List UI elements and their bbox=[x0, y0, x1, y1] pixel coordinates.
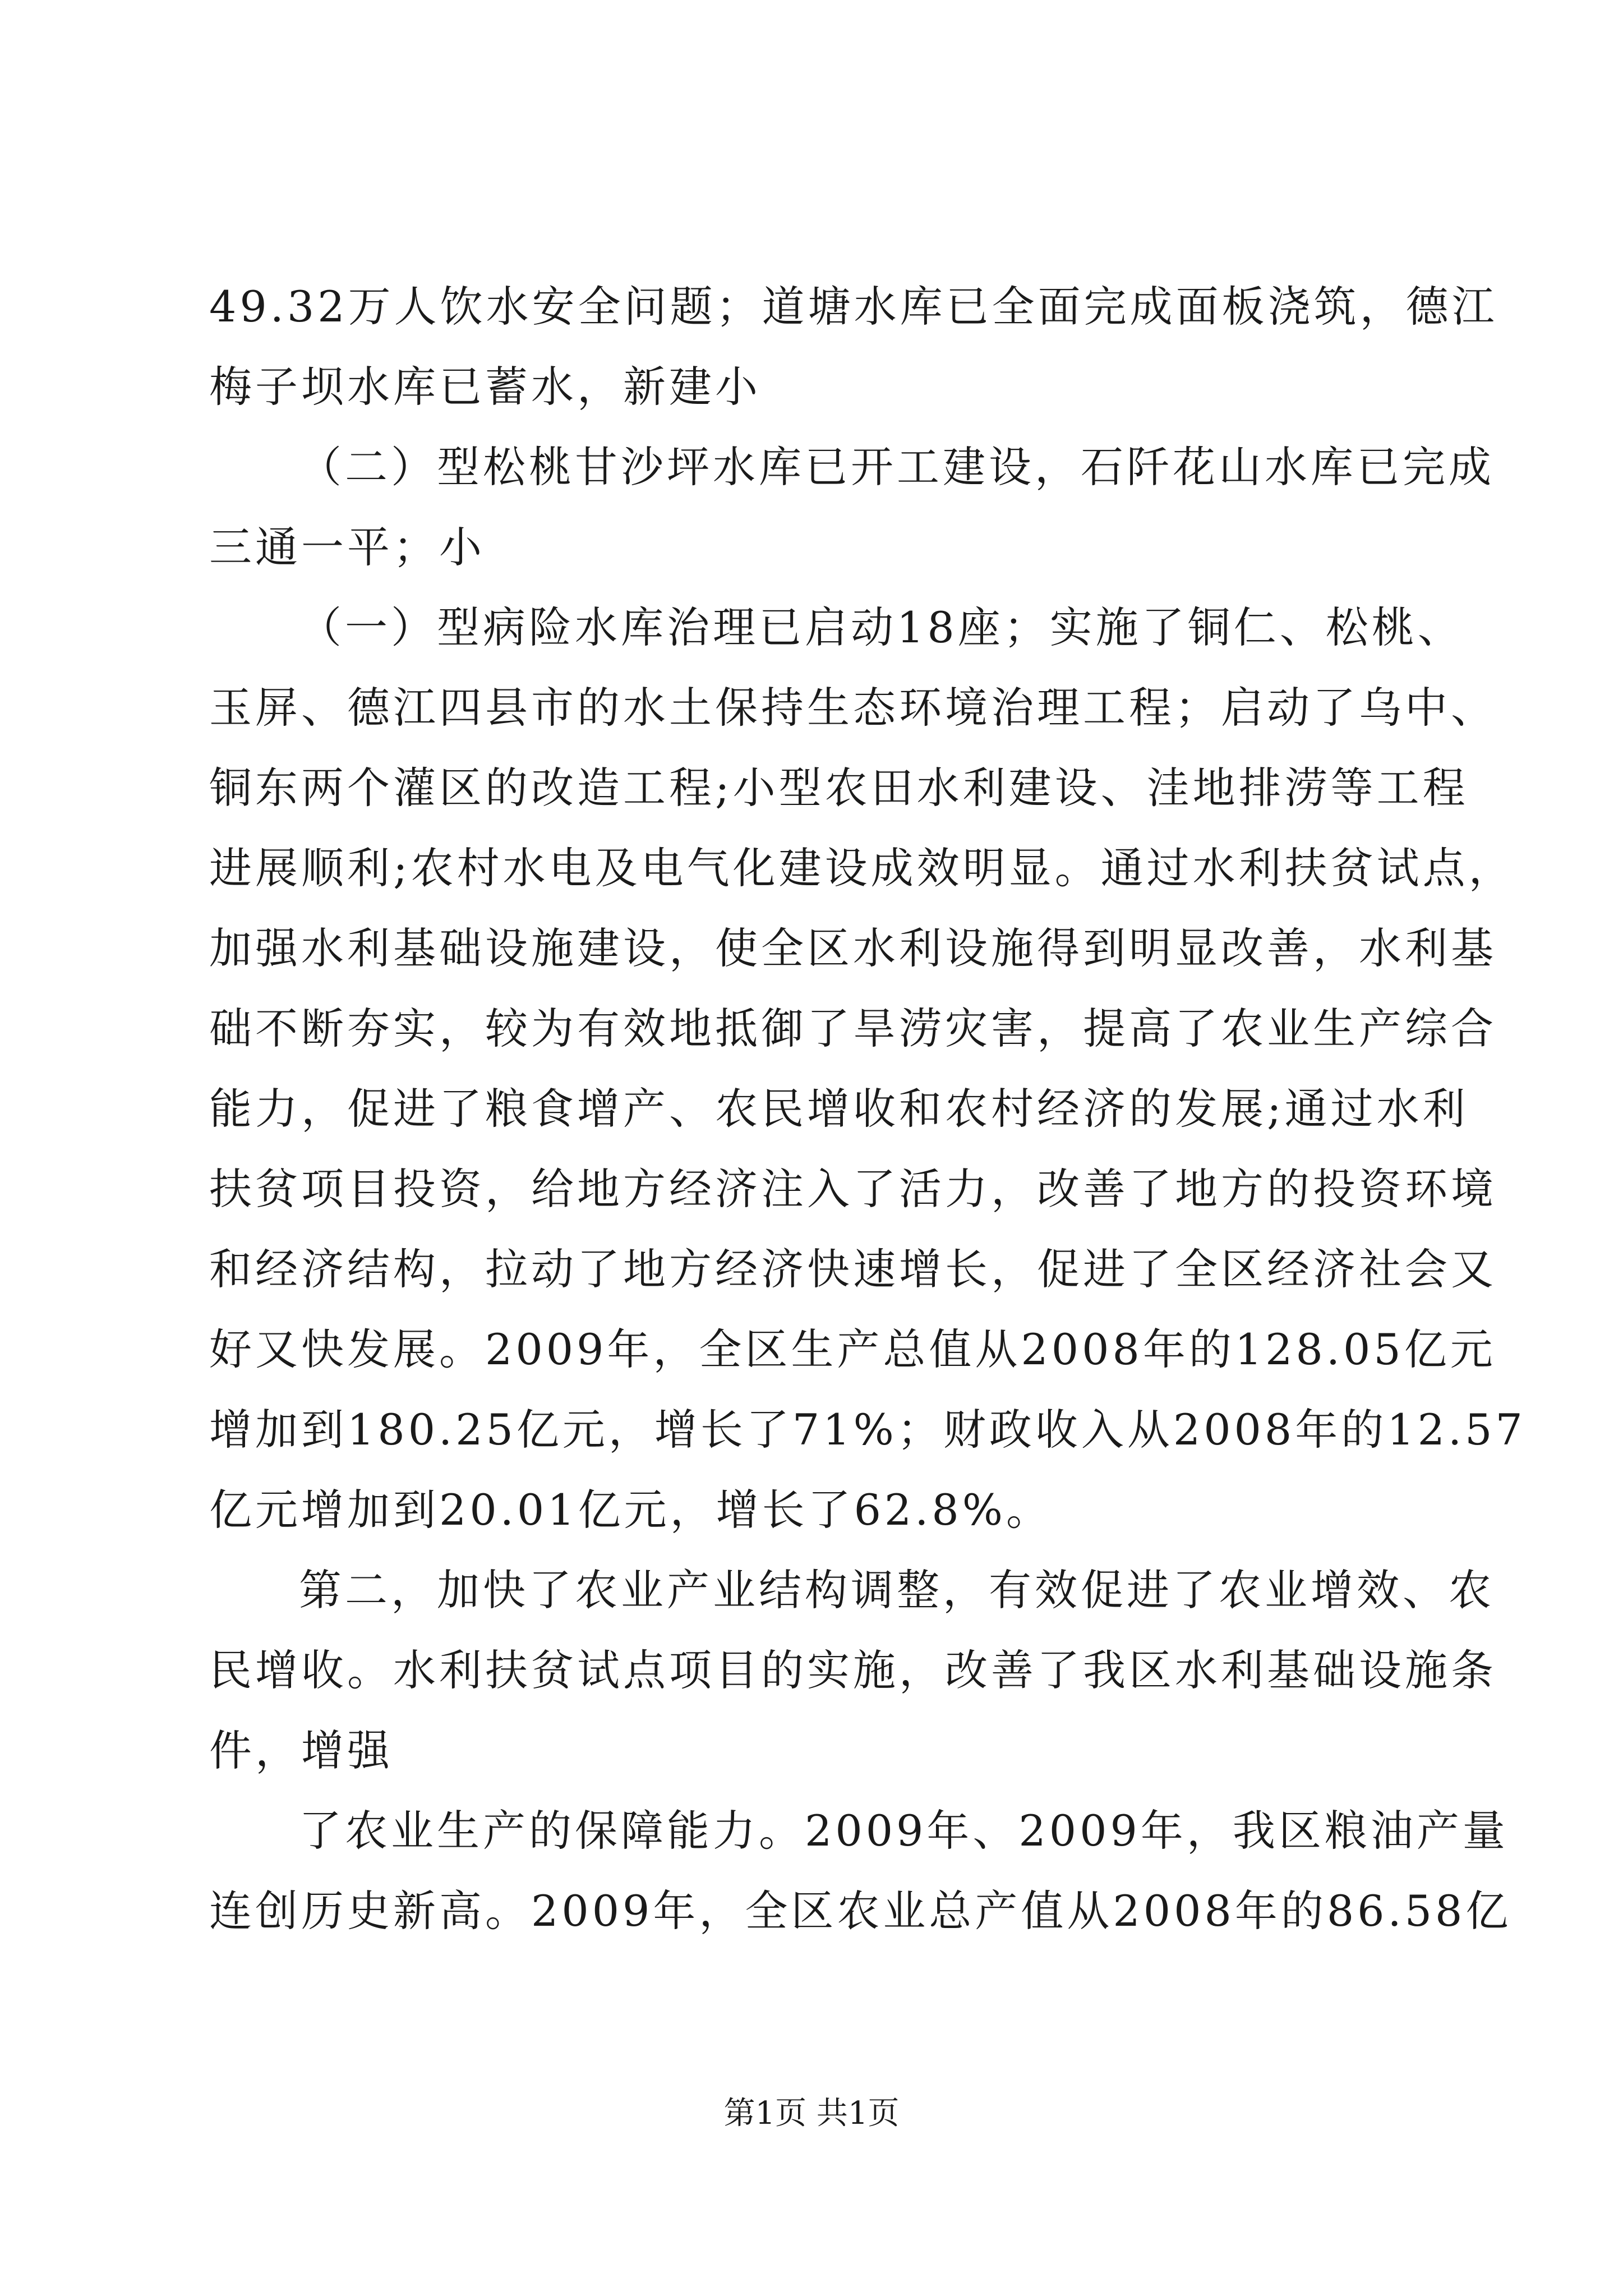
text-line: 件，增强 bbox=[209, 1726, 393, 1775]
page-number-footer: 第1页 共1页 bbox=[723, 2095, 900, 2132]
document-body bbox=[209, 266, 1526, 1951]
text-line: 好又快发展。2009年，全区生产总值从2008年的128.05亿元 bbox=[209, 1324, 1496, 1374]
text-line: 梅子坝水库已蓄水，新建小 bbox=[209, 362, 761, 412]
text-line: 能力，促进了粮食增产、农民增收和农村经济的发展;通过水利 bbox=[209, 1084, 1469, 1134]
text-line: 玉屏、德江四县市的水土保持生态环境治理工程；启动了乌中、 bbox=[209, 683, 1497, 733]
text-line: 扶贫项目投资，给地方经济注入了活力，改善了地方的投资环境 bbox=[209, 1164, 1497, 1214]
text-line: 础不断夯实，较为有效地抵御了旱涝灾害，提高了农业生产综合 bbox=[209, 1004, 1497, 1053]
text-line: 进展顺利;农村水电及电气化建设成效明显。通过水利扶贫试点， bbox=[209, 843, 1515, 893]
text-line: （一）型病险水库治理已启动18座；实施了铜仁、松桃、 bbox=[299, 602, 1464, 652]
text-line: 增加到180.25亿元，增长了71%；财政收入从2008年的12.57 bbox=[209, 1405, 1526, 1455]
text-line: 连创历史新高。2009年，全区农业总产值从2008年的86.58亿 bbox=[209, 1886, 1512, 1936]
text-line: （二）型松桃甘沙坪水库已开工建设，石阡花山水库已完成 bbox=[299, 442, 1495, 492]
text-line: 铜东两个灌区的改造工程;小型农田水利建设、洼地排涝等工程 bbox=[209, 763, 1469, 813]
text-line: 和经济结构，拉动了地方经济快速增长，促进了全区经济社会又 bbox=[209, 1244, 1497, 1294]
text-line: 第二，加快了农业产业结构调整，有效促进了农业增效、农 bbox=[299, 1565, 1495, 1615]
text-line: 49.32万人饮水安全问题；道塘水库已全面完成面板浇筑，德江 bbox=[209, 282, 1498, 332]
text-line: 亿元增加到20.01亿元，增长了62.8%。 bbox=[209, 1485, 1053, 1535]
text-line: 加强水利基础设施建设，使全区水利设施得到明显改善，水利基 bbox=[209, 923, 1497, 973]
text-line: 民增收。水利扶贫试点项目的实施，改善了我区水利基础设施条 bbox=[209, 1645, 1497, 1695]
text-line: 三通一平；小 bbox=[209, 522, 485, 572]
text-line: 了农业生产的保障能力。2009年、2009年，我区粮油产量 bbox=[299, 1806, 1509, 1856]
